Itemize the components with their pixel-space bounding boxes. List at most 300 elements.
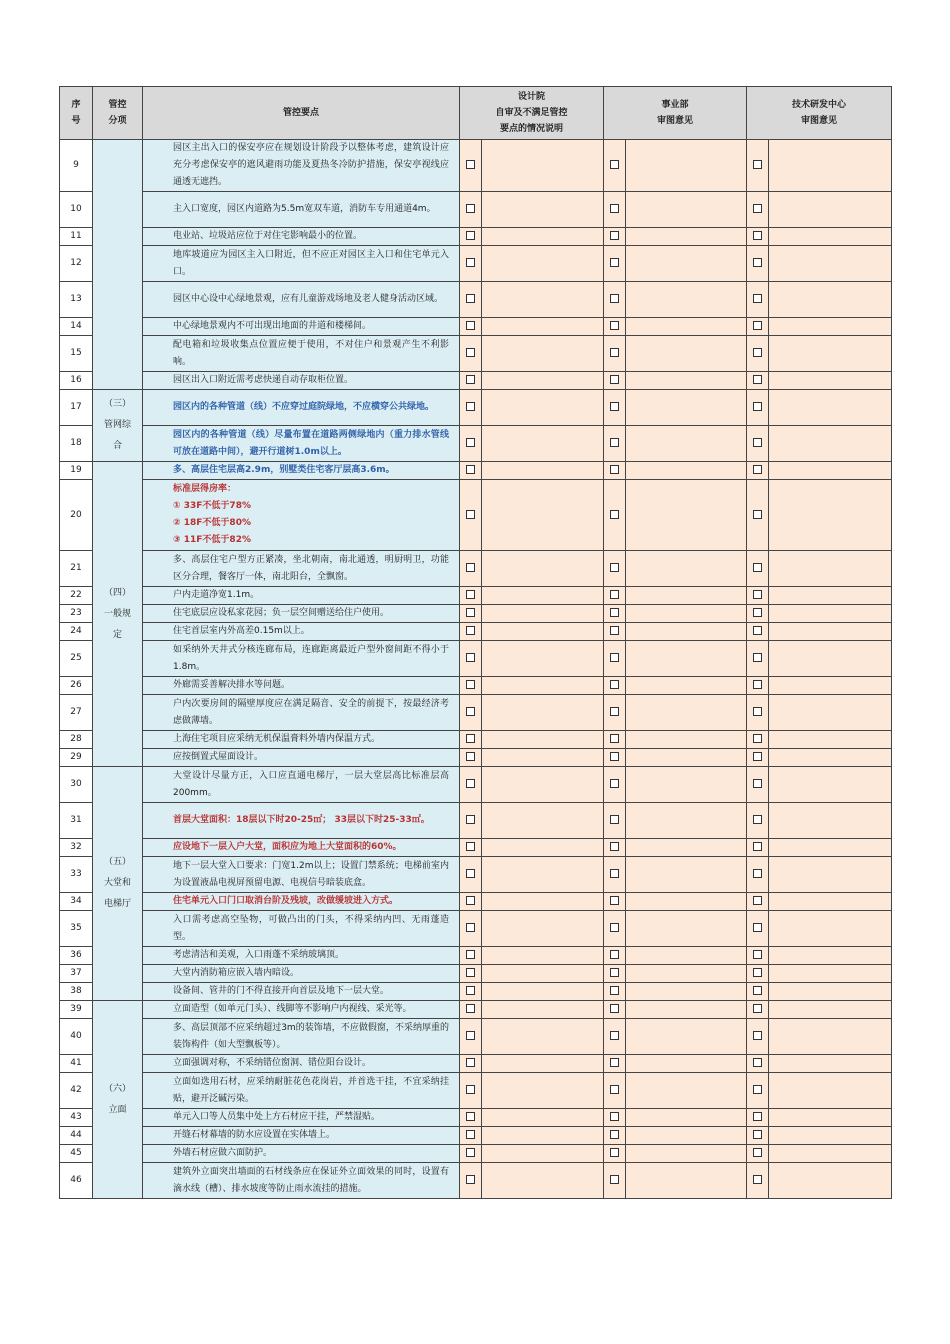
control-point-text: 园区主出入口的保安亭应在规划设计阶段予以整体考虑，建筑设计应充分考虑保安亭的遮风避雨功能及夏热冬冷防护措施，保安亭视线应通透无遮挡。 (143, 140, 460, 192)
tech-checkbox-icon[interactable] (753, 1031, 762, 1040)
tech-checkbox-icon[interactable] (753, 680, 762, 689)
design-opinion-field[interactable] (482, 767, 604, 803)
design-opinion-field[interactable] (482, 947, 604, 965)
tech-checkbox-icon[interactable] (753, 842, 762, 851)
business-opinion-field[interactable] (626, 605, 747, 623)
design-opinion-field[interactable] (482, 623, 604, 641)
tech-opinion-field[interactable] (769, 623, 892, 641)
tech-opinion-field[interactable] (769, 1055, 892, 1073)
tech-opinion-field[interactable] (769, 947, 892, 965)
tech-checkbox-cell (747, 1145, 769, 1163)
design-checkbox-icon[interactable] (466, 465, 475, 474)
business-opinion-field[interactable] (626, 480, 747, 551)
business-opinion-field[interactable] (626, 282, 747, 318)
design-checkbox-icon[interactable] (466, 734, 475, 743)
design-opinion-field[interactable] (482, 372, 604, 390)
tech-checkbox-icon[interactable] (753, 752, 762, 761)
table-row (60, 893, 892, 911)
table-row (60, 749, 892, 767)
design-checkbox-icon[interactable] (466, 510, 475, 519)
tech-checkbox-icon[interactable] (753, 321, 762, 330)
design-checkbox-icon[interactable] (466, 1148, 475, 1157)
design-checkbox-icon[interactable] (466, 1085, 475, 1094)
design-opinion-field[interactable] (482, 192, 604, 228)
tech-checkbox-icon[interactable] (753, 348, 762, 357)
tech-checkbox-icon[interactable] (753, 294, 762, 303)
design-checkbox-icon[interactable] (466, 779, 475, 788)
design-checkbox-icon[interactable] (466, 653, 475, 662)
business-opinion-field[interactable] (626, 695, 747, 731)
tech-checkbox-icon[interactable] (753, 231, 762, 240)
design-opinion-field[interactable] (482, 140, 604, 192)
tech-checkbox-cell (747, 192, 769, 228)
tech-checkbox-cell (747, 318, 769, 336)
business-opinion-field[interactable] (626, 228, 747, 246)
table-row (60, 641, 892, 677)
business-opinion-field[interactable] (626, 426, 747, 462)
tech-checkbox-cell (747, 462, 769, 480)
tech-opinion-field[interactable] (769, 462, 892, 480)
control-point-text: 户内走道净宽1.1m。 (143, 587, 460, 605)
design-opinion-field[interactable] (482, 803, 604, 839)
business-opinion-field[interactable] (626, 857, 747, 893)
tech-opinion-field[interactable] (769, 749, 892, 767)
table-row (60, 462, 892, 480)
control-point-text: 地下一层大堂入口要求：门宽1.2m以上；设置门禁系统；电梯前室内为设置液晶电视屏预留电源、电视信号暗装底盒。 (143, 857, 460, 893)
business-checkbox-icon[interactable] (610, 950, 619, 959)
design-checkbox-icon[interactable] (466, 375, 475, 384)
business-checkbox-icon[interactable] (610, 1058, 619, 1067)
business-opinion-field[interactable] (626, 390, 747, 426)
business-checkbox-icon[interactable] (610, 402, 619, 411)
tech-opinion-field[interactable] (769, 1073, 892, 1109)
business-checkbox-cell (604, 947, 626, 965)
tech-checkbox-icon[interactable] (753, 438, 762, 447)
tech-checkbox-icon[interactable] (753, 869, 762, 878)
design-opinion-field[interactable] (482, 318, 604, 336)
tech-checkbox-icon[interactable] (753, 734, 762, 743)
business-opinion-field[interactable] (626, 551, 747, 587)
tech-opinion-field[interactable] (769, 318, 892, 336)
design-checkbox-icon[interactable] (466, 1004, 475, 1013)
tech-checkbox-icon[interactable] (753, 204, 762, 213)
table-row (60, 1019, 892, 1055)
business-checkbox-icon[interactable] (610, 1031, 619, 1040)
business-opinion-field[interactable] (626, 587, 747, 605)
design-opinion-field[interactable] (482, 246, 604, 282)
business-opinion-field[interactable] (626, 767, 747, 803)
design-opinion-field[interactable] (482, 695, 604, 731)
tech-checkbox-cell (747, 1019, 769, 1055)
table-row (60, 983, 892, 1001)
row-number: 14 (60, 318, 93, 336)
business-checkbox-icon[interactable] (610, 375, 619, 384)
tech-opinion-field[interactable] (769, 1109, 892, 1127)
table-row (60, 282, 892, 318)
business-opinion-field[interactable] (626, 246, 747, 282)
design-opinion-field[interactable] (482, 965, 604, 983)
business-checkbox-icon[interactable] (610, 160, 619, 169)
tech-checkbox-cell (747, 803, 769, 839)
tech-checkbox-cell (747, 983, 769, 1001)
design-checkbox-cell (460, 140, 482, 192)
business-checkbox-icon[interactable] (610, 734, 619, 743)
business-checkbox-icon[interactable] (610, 779, 619, 788)
business-checkbox-icon[interactable] (610, 608, 619, 617)
design-checkbox-icon[interactable] (466, 968, 475, 977)
row-number: 44 (60, 1127, 93, 1145)
design-opinion-field[interactable] (482, 677, 604, 695)
design-checkbox-icon[interactable] (466, 258, 475, 267)
row-number: 45 (60, 1145, 93, 1163)
control-point-text: 户内次要房间的隔壁厚度应在满足隔音、安全的前提下，按最经济考虑做薄墙。 (143, 695, 460, 731)
tech-checkbox-cell (747, 605, 769, 623)
tech-opinion-field[interactable] (769, 857, 892, 893)
business-opinion-field[interactable] (626, 731, 747, 749)
design-checkbox-icon[interactable] (466, 986, 475, 995)
table-row (60, 336, 892, 372)
design-opinion-field[interactable] (482, 911, 604, 947)
business-checkbox-icon[interactable] (610, 869, 619, 878)
design-checkbox-icon[interactable] (466, 402, 475, 411)
design-checkbox-icon[interactable] (466, 231, 475, 240)
business-opinion-field[interactable] (626, 192, 747, 228)
business-checkbox-icon[interactable] (610, 815, 619, 824)
control-point-text: 考虑清洁和美观，入口雨蓬不采纳玻璃顶。 (143, 947, 460, 965)
design-checkbox-icon[interactable] (466, 1112, 475, 1121)
design-checkbox-icon[interactable] (466, 294, 475, 303)
business-opinion-field[interactable] (626, 965, 747, 983)
control-point-text: 园区中心设中心绿地景观，应有儿童游戏场地及老人健身活动区域。 (143, 282, 460, 318)
tech-opinion-field[interactable] (769, 1127, 892, 1145)
design-checkbox-icon[interactable] (466, 204, 475, 213)
business-opinion-field[interactable] (626, 641, 747, 677)
control-point-text: 入口需考虑高空坠物，可做凸出的门头，不得采纳内凹、无雨蓬造型。 (143, 911, 460, 947)
design-checkbox-cell (460, 1109, 482, 1127)
business-opinion-field[interactable] (626, 372, 747, 390)
business-opinion-field[interactable] (626, 1019, 747, 1055)
business-checkbox-cell (604, 192, 626, 228)
table-row (60, 228, 892, 246)
business-checkbox-cell (604, 1163, 626, 1199)
table-row (60, 605, 892, 623)
business-opinion-field[interactable] (626, 1001, 747, 1019)
business-opinion-field[interactable] (626, 983, 747, 1001)
design-opinion-field[interactable] (482, 1109, 604, 1127)
row-number: 36 (60, 947, 93, 965)
design-opinion-field[interactable] (482, 731, 604, 749)
tech-checkbox-icon[interactable] (753, 590, 762, 599)
design-checkbox-icon[interactable] (466, 707, 475, 716)
business-checkbox-cell (604, 462, 626, 480)
design-checkbox-icon[interactable] (466, 680, 475, 689)
business-opinion-field[interactable] (626, 1055, 747, 1073)
business-checkbox-icon[interactable] (610, 1004, 619, 1013)
tech-opinion-field[interactable] (769, 1001, 892, 1019)
business-checkbox-icon[interactable] (610, 752, 619, 761)
tech-checkbox-icon[interactable] (753, 1130, 762, 1139)
design-checkbox-icon[interactable] (466, 923, 475, 932)
design-opinion-field[interactable] (482, 282, 604, 318)
business-checkbox-icon[interactable] (610, 465, 619, 474)
tech-checkbox-icon[interactable] (753, 923, 762, 932)
business-checkbox-icon[interactable] (610, 231, 619, 240)
design-opinion-field[interactable] (482, 1127, 604, 1145)
tech-checkbox-cell (747, 140, 769, 192)
design-opinion-field[interactable] (482, 1019, 604, 1055)
business-checkbox-icon[interactable] (610, 258, 619, 267)
business-checkbox-icon[interactable] (610, 204, 619, 213)
design-checkbox-icon[interactable] (466, 1058, 475, 1067)
tech-opinion-field[interactable] (769, 911, 892, 947)
tech-opinion-field[interactable] (769, 551, 892, 587)
tech-opinion-field[interactable] (769, 731, 892, 749)
table-row (60, 947, 892, 965)
tech-checkbox-cell (747, 623, 769, 641)
design-checkbox-icon[interactable] (466, 950, 475, 959)
tech-checkbox-icon[interactable] (753, 258, 762, 267)
business-opinion-field[interactable] (626, 911, 747, 947)
business-opinion-field[interactable] (626, 336, 747, 372)
tech-opinion-field[interactable] (769, 372, 892, 390)
design-opinion-field[interactable] (482, 1055, 604, 1073)
control-point-text: 住宅底层应设私家花园；负一层空间赠送给住户使用。 (143, 605, 460, 623)
business-checkbox-icon[interactable] (610, 1085, 619, 1094)
tech-checkbox-icon[interactable] (753, 465, 762, 474)
design-checkbox-icon[interactable] (466, 348, 475, 357)
tech-checkbox-icon[interactable] (753, 1112, 762, 1121)
business-opinion-field[interactable] (626, 1163, 747, 1199)
tech-opinion-field[interactable] (769, 893, 892, 911)
business-checkbox-cell (604, 551, 626, 587)
design-opinion-field[interactable] (482, 839, 604, 857)
business-checkbox-icon[interactable] (610, 896, 619, 905)
table-row (60, 623, 892, 641)
row-number: 26 (60, 677, 93, 695)
tech-checkbox-icon[interactable] (753, 1085, 762, 1094)
table-row (60, 677, 892, 695)
tech-checkbox-cell (747, 965, 769, 983)
tech-checkbox-icon[interactable] (753, 563, 762, 572)
design-checkbox-icon[interactable] (466, 438, 475, 447)
business-checkbox-icon[interactable] (610, 968, 619, 977)
tech-checkbox-icon[interactable] (753, 1058, 762, 1067)
business-checkbox-icon[interactable] (610, 1175, 619, 1184)
business-checkbox-icon[interactable] (610, 510, 619, 519)
tech-checkbox-icon[interactable] (753, 653, 762, 662)
business-opinion-field[interactable] (626, 1127, 747, 1145)
table-row (60, 372, 892, 390)
design-checkbox-icon[interactable] (466, 1031, 475, 1040)
tech-checkbox-icon[interactable] (753, 1004, 762, 1013)
design-checkbox-icon[interactable] (466, 608, 475, 617)
design-opinion-field[interactable] (482, 462, 604, 480)
design-checkbox-icon[interactable] (466, 1130, 475, 1139)
tech-checkbox-cell (747, 1073, 769, 1109)
tech-checkbox-icon[interactable] (753, 815, 762, 824)
tech-checkbox-icon[interactable] (753, 375, 762, 384)
tech-opinion-field[interactable] (769, 336, 892, 372)
tech-checkbox-cell (747, 731, 769, 749)
tech-checkbox-icon[interactable] (753, 950, 762, 959)
design-checkbox-icon[interactable] (466, 842, 475, 851)
business-opinion-field[interactable] (626, 677, 747, 695)
tech-checkbox-icon[interactable] (753, 779, 762, 788)
tech-checkbox-icon[interactable] (753, 986, 762, 995)
tech-checkbox-icon[interactable] (753, 608, 762, 617)
design-checkbox-icon[interactable] (466, 321, 475, 330)
design-checkbox-icon[interactable] (466, 1175, 475, 1184)
tech-opinion-field[interactable] (769, 390, 892, 426)
business-opinion-field[interactable] (626, 839, 747, 857)
tech-checkbox-icon[interactable] (753, 510, 762, 519)
business-checkbox-icon[interactable] (610, 321, 619, 330)
business-opinion-field[interactable] (626, 462, 747, 480)
design-opinion-field[interactable] (482, 893, 604, 911)
row-number: 32 (60, 839, 93, 857)
business-checkbox-cell (604, 857, 626, 893)
business-checkbox-icon[interactable] (610, 294, 619, 303)
control-points-table (59, 86, 892, 1199)
business-checkbox-icon[interactable] (610, 348, 619, 357)
design-opinion-field[interactable] (482, 857, 604, 893)
design-opinion-field[interactable] (482, 749, 604, 767)
design-opinion-field[interactable] (482, 983, 604, 1001)
business-checkbox-icon[interactable] (610, 653, 619, 662)
tech-opinion-field[interactable] (769, 803, 892, 839)
design-opinion-field[interactable] (482, 1145, 604, 1163)
business-checkbox-icon[interactable] (610, 1130, 619, 1139)
design-opinion-field[interactable] (482, 1001, 604, 1019)
row-number: 37 (60, 965, 93, 983)
design-opinion-field[interactable] (482, 426, 604, 462)
design-checkbox-cell (460, 1163, 482, 1199)
row-number: 33 (60, 857, 93, 893)
design-checkbox-icon[interactable] (466, 815, 475, 824)
tech-checkbox-icon[interactable] (753, 896, 762, 905)
business-checkbox-icon[interactable] (610, 842, 619, 851)
design-opinion-field[interactable] (482, 587, 604, 605)
tech-checkbox-icon[interactable] (753, 160, 762, 169)
business-checkbox-icon[interactable] (610, 923, 619, 932)
tech-checkbox-icon[interactable] (753, 968, 762, 977)
design-opinion-field[interactable] (482, 605, 604, 623)
tech-opinion-field[interactable] (769, 965, 892, 983)
business-checkbox-icon[interactable] (610, 1148, 619, 1157)
tech-opinion-field[interactable] (769, 605, 892, 623)
tech-opinion-field[interactable] (769, 192, 892, 228)
business-opinion-field[interactable] (626, 1109, 747, 1127)
tech-checkbox-cell (747, 893, 769, 911)
tech-opinion-field[interactable] (769, 839, 892, 857)
control-point-text: 主入口宽度，园区内道路为5.5m宽双车道，消防车专用通道4m。 (143, 192, 460, 228)
tech-opinion-field[interactable] (769, 695, 892, 731)
tech-checkbox-icon[interactable] (753, 626, 762, 635)
tech-checkbox-cell (747, 426, 769, 462)
design-opinion-field[interactable] (482, 1163, 604, 1199)
business-opinion-field[interactable] (626, 318, 747, 336)
design-opinion-field[interactable] (482, 228, 604, 246)
tech-opinion-field[interactable] (769, 1163, 892, 1199)
tech-opinion-field[interactable] (769, 677, 892, 695)
tech-checkbox-icon[interactable] (753, 707, 762, 716)
control-point-text: 园区内的各种管道（线）不应穿过庭院绿地，不应横穿公共绿地。 (143, 390, 460, 426)
tech-opinion-field[interactable] (769, 480, 892, 551)
tech-opinion-field[interactable] (769, 228, 892, 246)
tech-checkbox-icon[interactable] (753, 402, 762, 411)
tech-opinion-field[interactable] (769, 641, 892, 677)
tech-checkbox-icon[interactable] (753, 1148, 762, 1157)
tech-checkbox-cell (747, 947, 769, 965)
business-checkbox-icon[interactable] (610, 590, 619, 599)
control-point-text: 应设地下一层入户大堂，面积应为地上大堂面积的60%。 (143, 839, 460, 857)
design-checkbox-icon[interactable] (466, 896, 475, 905)
business-opinion-field[interactable] (626, 893, 747, 911)
design-checkbox-icon[interactable] (466, 752, 475, 761)
business-checkbox-icon[interactable] (610, 986, 619, 995)
design-checkbox-cell (460, 965, 482, 983)
design-checkbox-icon[interactable] (466, 160, 475, 169)
business-checkbox-icon[interactable] (610, 563, 619, 572)
tech-checkbox-icon[interactable] (753, 1175, 762, 1184)
tech-opinion-field[interactable] (769, 767, 892, 803)
tech-checkbox-cell (747, 1127, 769, 1145)
business-checkbox-icon[interactable] (610, 626, 619, 635)
table-header (60, 87, 892, 140)
tech-opinion-field[interactable] (769, 983, 892, 1001)
tech-opinion-field[interactable] (769, 426, 892, 462)
business-opinion-field[interactable] (626, 947, 747, 965)
table-row (60, 911, 892, 947)
business-opinion-field[interactable] (626, 1073, 747, 1109)
design-opinion-field[interactable] (482, 641, 604, 677)
tech-opinion-field[interactable] (769, 1019, 892, 1055)
tech-opinion-field[interactable] (769, 282, 892, 318)
control-point-text: 标准层得房率： ① 33F不低于78% ② 18F不低于80% ③ 11F不低于82% (143, 480, 460, 551)
business-checkbox-icon[interactable] (610, 707, 619, 716)
business-opinion-field[interactable] (626, 140, 747, 192)
tech-opinion-field[interactable] (769, 587, 892, 605)
tech-opinion-field[interactable] (769, 246, 892, 282)
business-opinion-field[interactable] (626, 623, 747, 641)
row-number: 31 (60, 803, 93, 839)
design-checkbox-cell (460, 1019, 482, 1055)
business-checkbox-icon[interactable] (610, 680, 619, 689)
tech-opinion-field[interactable] (769, 140, 892, 192)
design-checkbox-icon[interactable] (466, 626, 475, 635)
row-number: 41 (60, 1055, 93, 1073)
design-opinion-field[interactable] (482, 1073, 604, 1109)
design-opinion-field[interactable] (482, 390, 604, 426)
design-checkbox-icon[interactable] (466, 590, 475, 599)
business-opinion-field[interactable] (626, 1145, 747, 1163)
design-checkbox-cell (460, 336, 482, 372)
business-opinion-field[interactable] (626, 803, 747, 839)
row-number: 23 (60, 605, 93, 623)
design-opinion-field[interactable] (482, 480, 604, 551)
tech-opinion-field[interactable] (769, 1145, 892, 1163)
design-opinion-field[interactable] (482, 336, 604, 372)
business-checkbox-icon[interactable] (610, 1112, 619, 1121)
business-opinion-field[interactable] (626, 749, 747, 767)
business-checkbox-icon[interactable] (610, 438, 619, 447)
design-checkbox-icon[interactable] (466, 563, 475, 572)
design-opinion-field[interactable] (482, 551, 604, 587)
design-checkbox-icon[interactable] (466, 869, 475, 878)
control-point-text: 立面强调对称，不采纳错位窗洞、错位阳台设计。 (143, 1055, 460, 1073)
business-checkbox-cell (604, 641, 626, 677)
design-checkbox-cell (460, 857, 482, 893)
